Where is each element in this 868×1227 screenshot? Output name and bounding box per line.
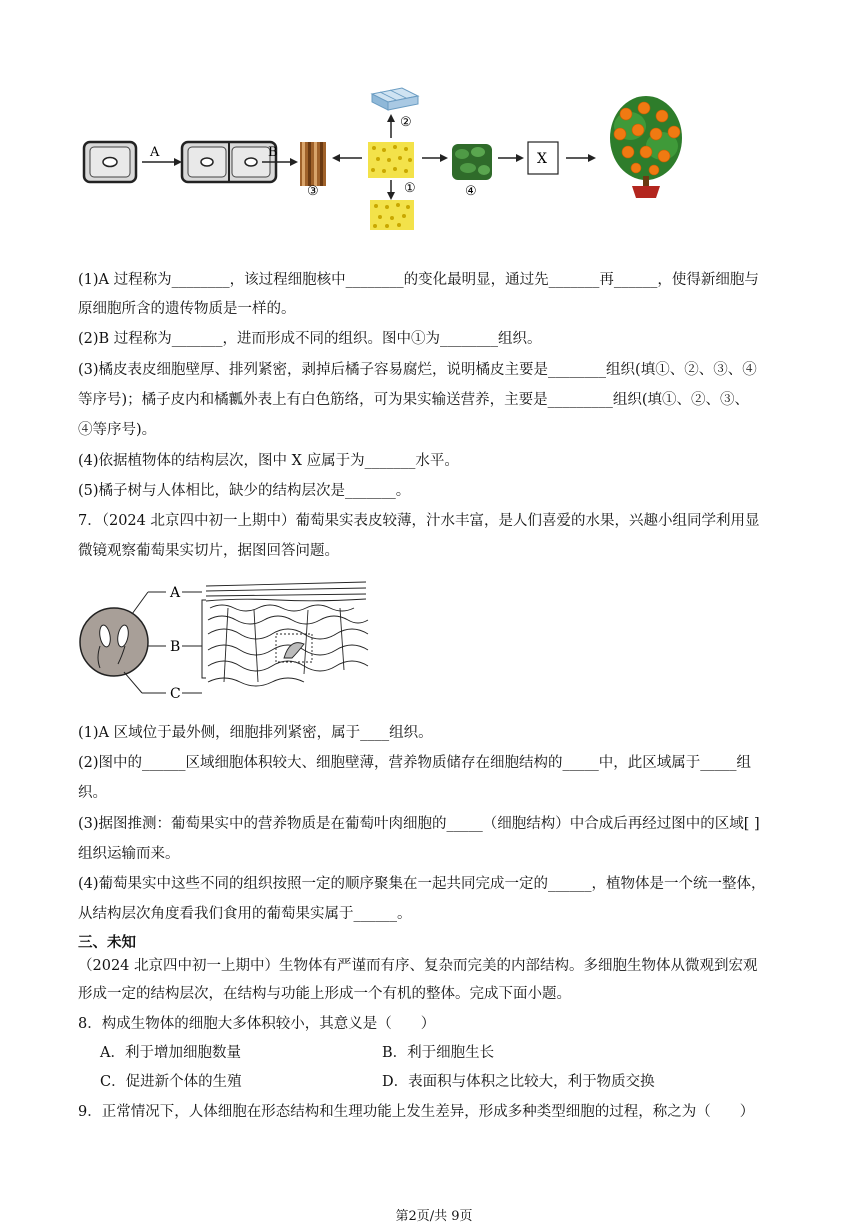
- tissue-2-label: ②: [400, 115, 412, 130]
- tissue-1-image: [370, 200, 414, 230]
- grape-section-figure: [78, 578, 370, 702]
- q6-part3-line3: ④等序号)。: [78, 422, 157, 438]
- orange-tree-image: [610, 96, 682, 198]
- tissue-4-label: ④: [465, 184, 477, 199]
- q7-part3-line1: (3)据图推测：葡萄果实中的营养物质是在葡萄叶肉细胞的_____（细胞结构）中合成后再经过图中的区域[ ]: [78, 816, 760, 832]
- grape-cross-section: [80, 608, 148, 676]
- grape-label-c: C: [170, 686, 181, 702]
- meristem-tissue-image: [368, 142, 414, 178]
- tissue-4-image: [452, 144, 492, 180]
- divided-cells: [182, 142, 276, 182]
- q6-part2: (2)B 过程称为_______，进而形成不同的组织。图中①为________组织。: [78, 331, 542, 347]
- q7-part4-line1: (4)葡萄果实中这些不同的组织按照一定的顺序聚集在一起共同完成一定的______，植物体是一个统一整体，: [78, 876, 766, 892]
- q9-stem: 9．正常情况下，人体细胞在形态结构和生理功能上发生差异，形成多种类型细胞的过程，称之为（ ）: [78, 1104, 755, 1120]
- tissue-3-image: [300, 142, 326, 186]
- tissue-3-label: ③: [307, 184, 319, 199]
- q8-option-d[interactable]: D．表面积与体积之比较大，利于物质交换: [382, 1074, 655, 1090]
- q7-part4-line2: 从结构层次角度看我们食用的葡萄果实属于______。: [78, 906, 412, 922]
- q7-part2-line2: 织。: [78, 785, 107, 801]
- q6-part3-line1: (3)橘皮表皮细胞壁厚、排列紧密，剥掉后橘子容易腐烂，说明橘皮主要是________组织(填①、②、③、④: [78, 362, 757, 378]
- grape-label-a: A: [170, 585, 181, 601]
- x-label: X: [537, 151, 547, 167]
- q6-part5: (5)橘子树与人体相比，缺少的结构层次是_______。: [78, 483, 411, 499]
- q6-part1-line2: 原细胞所含的遗传物质是一样的。: [78, 301, 296, 317]
- grape-tissue-drawing: [206, 582, 368, 686]
- grape-label-b: B: [170, 639, 181, 655]
- section-heading: 三、未知: [78, 935, 136, 951]
- q7-part3-line2: 组织运输而来。: [78, 846, 180, 862]
- q8-option-c[interactable]: C．促进新个体的生殖: [100, 1074, 242, 1090]
- q7-part1: (1)A 区域位于最外侧，细胞排列紧密，属于____组织。: [78, 725, 433, 741]
- q7-intro-line1: 7．（2024 北京四中初一上期中）葡萄果实表皮较薄，汁水丰富，是人们喜爱的水果，兴趣小组同学利用显: [78, 513, 760, 529]
- process-b-label: B: [268, 145, 278, 160]
- tissue-1-label: ①: [404, 181, 416, 196]
- q8-option-b[interactable]: B．利于细胞生长: [382, 1045, 495, 1061]
- tissue-2-image: [372, 88, 418, 110]
- section3-intro-line2: 形成一定的结构层次，在结构与功能上形成一个有机的整体。完成下面小题。: [78, 986, 571, 1002]
- q8-stem: 8．构成生物体的细胞大多体积较小，其意义是（ ）: [78, 1016, 436, 1032]
- q7-part2-line1: (2)图中的______区域细胞体积较大、细胞壁薄，营养物质储存在细胞结构的_____中，此区域属于_____组: [78, 755, 752, 771]
- single-cell: [84, 142, 136, 182]
- q6-part4: (4)依据植物体的结构层次，图中 X 应属于为_______水平。: [78, 453, 459, 469]
- q6-part1-line1: (1)A 过程称为________，该过程细胞核中________的变化最明显，通过先_______再______，使得新细胞与: [78, 272, 759, 288]
- q8-option-a[interactable]: A．利于增加细胞数量: [100, 1045, 241, 1061]
- q6-part3-line2: 等序号)；橘子皮内和橘瓤外表上有白色筋络，可为果实输送营养，主要是_________组织(填①、②、③、: [78, 392, 750, 408]
- cell-differentiation-figure: [78, 80, 718, 235]
- page-number: 第2页/共 9页: [395, 1209, 473, 1224]
- process-a-label: A: [150, 145, 160, 160]
- q7-intro-line2: 微镜观察葡萄果实切片，据图回答问题。: [78, 543, 339, 559]
- section3-intro-line1: （2024 北京四中初一上期中）生物体有严谨而有序、复杂而完美的内部结构。多细胞生物体从微观到宏观: [78, 958, 758, 974]
